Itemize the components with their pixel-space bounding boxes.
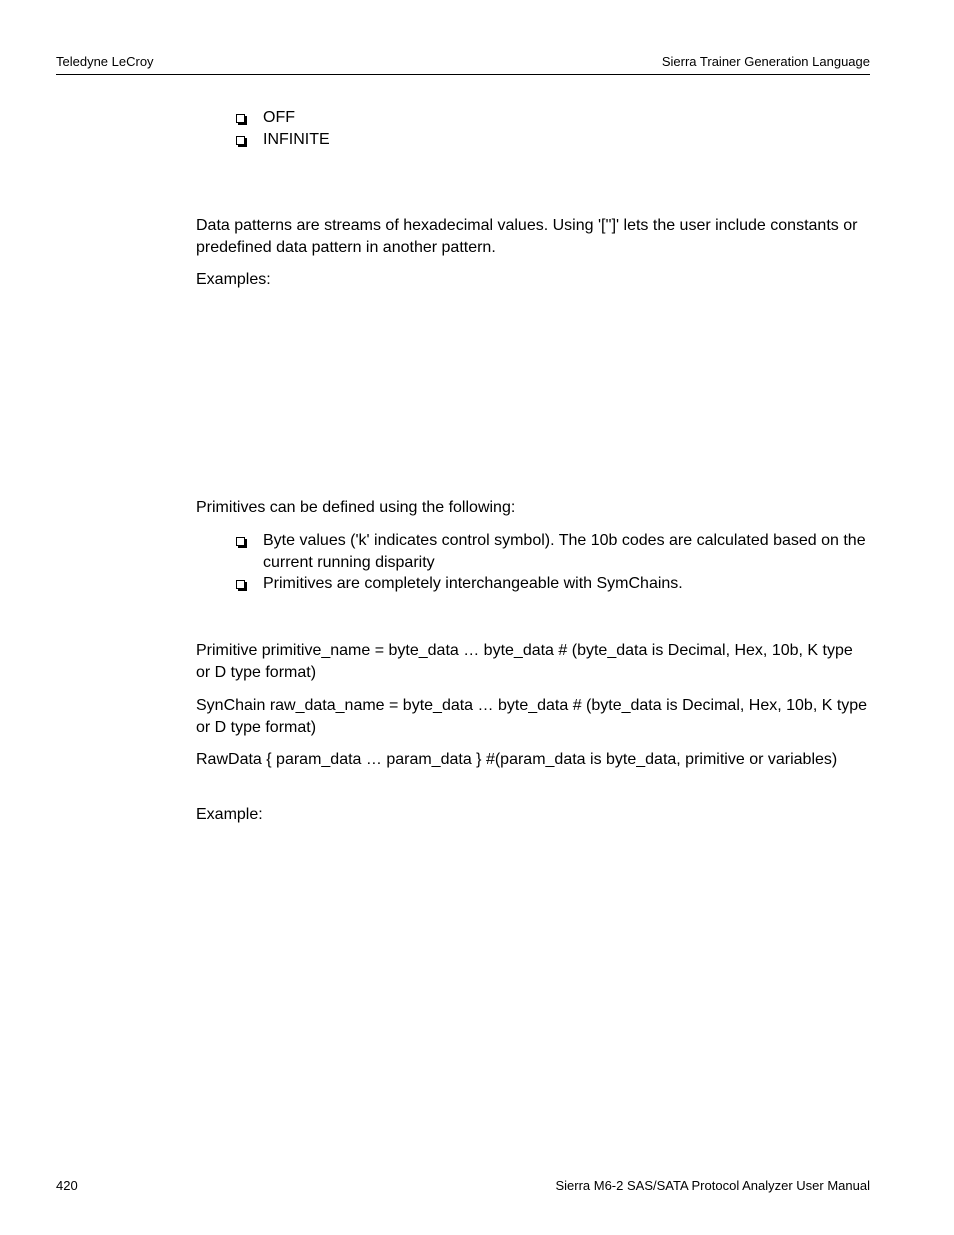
checkbox-bullet-icon bbox=[236, 580, 245, 589]
list-item-infinite bbox=[236, 129, 870, 151]
header-company: Teledyne LeCroy bbox=[56, 54, 154, 69]
checkbox-bullet-icon bbox=[236, 114, 245, 123]
footer-manual-title: Sierra M6-2 SAS/SATA Protocol Analyzer User Manual bbox=[555, 1178, 870, 1193]
list-item-text: OFF bbox=[263, 109, 295, 126]
page-number: 420 bbox=[56, 1178, 78, 1193]
data-patterns-examples-label: Examples: bbox=[196, 271, 271, 288]
primitives-example-label: Example: bbox=[196, 806, 263, 823]
checkbox-bullet-icon bbox=[236, 136, 245, 145]
data-patterns-intro: Data patterns are streams of hexadecimal values. Using '['']' lets the user include constants or predefined data pattern in another pattern. bbox=[196, 217, 858, 256]
primitive-syntax: Primitive primitive_name = byte_data … byte_data # (byte_data is Decimal, Hex, 10b, K type or D type format) bbox=[196, 642, 853, 681]
list-item-text: INFINITE bbox=[263, 131, 330, 148]
list-item-text: Primitives are completely interchangeable with SymChains. bbox=[263, 575, 683, 592]
primitives-intro: Primitives can be defined using the following: bbox=[196, 499, 516, 516]
header-divider bbox=[56, 74, 870, 75]
synchain-syntax: SynChain raw_data_name = byte_data … byte_data # (byte_data is Decimal, Hex, 10b, K type or D type format) bbox=[196, 697, 868, 736]
list-item-off bbox=[236, 107, 870, 129]
rawdata-syntax: RawData { param_data … param_data } #(param_data is byte_data, primitive or variables) bbox=[196, 751, 838, 768]
checkbox-bullet-icon bbox=[236, 537, 245, 546]
list-item-interchangeable bbox=[236, 573, 870, 595]
header-section-title: Sierra Trainer Generation Language bbox=[661, 54, 870, 69]
list-item-text: Byte values ('k' indicates control symbol). The 10b codes are calculated based on the current running disparity bbox=[263, 532, 866, 571]
list-item-byte-values bbox=[236, 530, 870, 574]
